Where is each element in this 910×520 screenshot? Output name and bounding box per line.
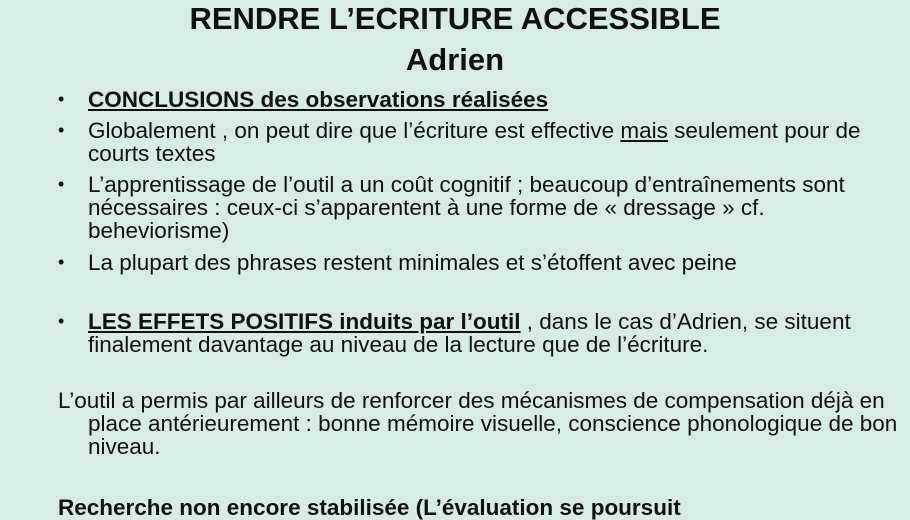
footer-text: Recherche non encore stabilisée (L’évaluation se poursuit [58, 495, 681, 520]
bullet-icon: • [58, 174, 65, 194]
bullet-text-globalement: Globalement , on peut dire que l’écriture est effective mais seulement pour de courts textes [88, 118, 861, 166]
slide-title: RENDRE L’ECRITURE ACCESSIBLE [189, 1, 721, 36]
bullet-heading-conclusions: CONCLUSIONS des observations réalisées [88, 87, 549, 112]
bullet-text-effets: LES EFFETS POSITIFS induits par l’outil , dans le cas d’Adrien, se situent finalement davantage au niveau de la lecture que de l’écriture. [88, 309, 851, 357]
underlined-word: mais [620, 118, 668, 143]
slide-subtitle: Adrien [405, 42, 505, 77]
bullet-icon: • [58, 252, 65, 272]
bullet-text-apprentissage: L’apprentissage de l’outil a un coût cognitif ; beaucoup d’entraînements sont nécessaires : ceux-ci s’apparentent à une forme de « dressage » cf. beheviorisme) [88, 172, 845, 243]
paragraph-outil: L’outil a permis par ailleurs de renforcer des mécanismes de compensation déjà en place antérieurement : bonne mémoire visuelle, conscience phonologique de bon niveau. [58, 388, 898, 459]
bullet-heading-effets: LES EFFETS POSITIFS induits par l’outil [88, 309, 521, 334]
bullet-icon: • [58, 311, 65, 331]
bullet-text-phrases: La plupart des phrases restent minimales et s’étoffent avec peine [88, 250, 737, 275]
bullet-icon: • [58, 89, 65, 109]
bullet-icon: • [58, 120, 65, 140]
